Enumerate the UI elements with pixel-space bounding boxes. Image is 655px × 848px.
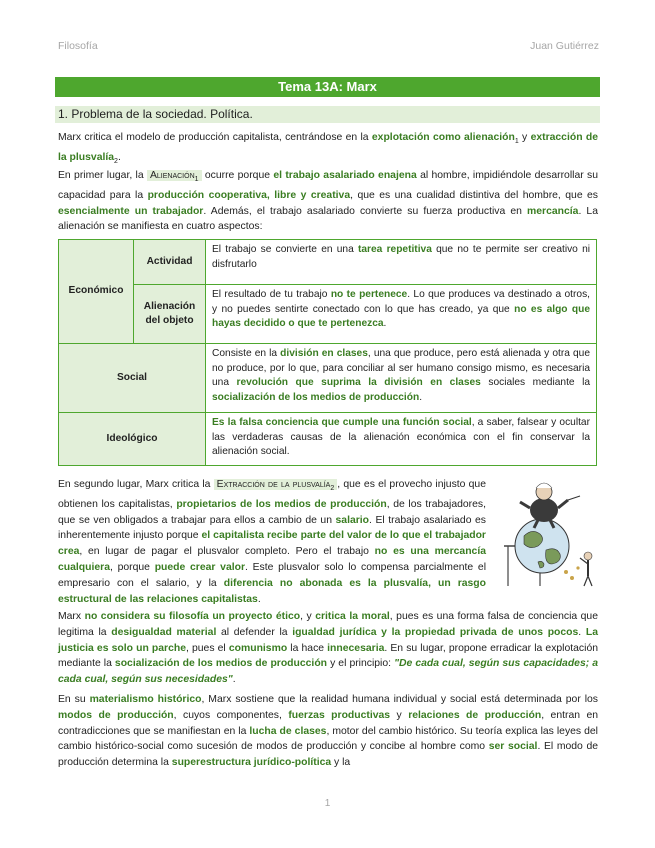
cell-objeto [206,285,597,344]
page-number: 1 [324,798,331,809]
highlight-text: propietarios de los medios de producción [176,498,387,510]
text-run: , y [300,611,316,622]
text-run: , Marx sostiene que la realidad humana individual y social está determinada por los [201,694,599,705]
highlight-text: revolución que suprima la división en clases [236,377,481,388]
text-run: El resultado de tu trabajo [212,289,331,300]
cell-social [206,344,597,413]
text-run: . La alienación se manifiesta en cuatro aspectos: [58,205,598,233]
text-run: , entran en contradicciones que se manifiestan en la [58,709,599,737]
row-label-ideologico: Ideológico [59,413,206,466]
highlight-text: división en clases [280,348,368,359]
text-run: . Además, el trabajo asalariado convierte su fuerza productiva en [203,205,528,217]
text-run: . [578,626,586,638]
capitalist-globe-illustration [494,476,602,600]
text-run: al defender la [216,626,293,638]
moral-paragraph [58,609,598,688]
highlight-text: fuerzas productivas [288,709,391,721]
highlight-text: innecesaria [327,642,385,654]
highlight-text: critica la moral [315,611,390,622]
text-run: Marx critica el modelo de producción capitalista, centrándose en la [58,132,372,143]
materialism-paragraph [58,692,598,771]
text-run: . En su lugar, propone erradicar la explotación mediante la [58,642,598,670]
highlight-text: igualdad jurídica y la propiedad privada de unos pocos [292,626,579,638]
text-run: , pues es una forma falsa de conciencia que legitima la [58,611,598,638]
text-run: . [257,593,261,605]
highlight-text: superestructura jurídico-política [171,757,332,769]
highlight-text: socialización de los medios de producción [212,391,420,403]
highlight-text: explotación como alienación [371,132,515,143]
text-run: . El trabajo asalariado es inherentemente injusto porque [58,514,486,542]
highlight-text: el trabajo asalariado enajena [273,170,417,181]
text-run: sociales mediante la [480,377,591,388]
row-label-economico: Económico [59,240,134,344]
plusvalia-paragraph [58,477,486,607]
term-tag-label: Alienación [149,170,195,181]
text-run: , porque [109,562,155,574]
text-run: . Lo que produces va destinado a otros, y no puedes sentirte conectado con lo que has creado, ya que [212,289,590,315]
highlight-text: relaciones de producción [408,709,542,721]
row-label-social: Social [59,344,206,413]
text-run: , en lugar de pagar el plusvalor completo. Pero el trabajo [79,546,375,558]
text-run: . [383,318,387,329]
highlight-text: producción cooperativa, libre y creativa [147,189,351,201]
section-heading: 1. Problema de la sociedad. Política. [55,106,600,123]
text-run: , a saber, falsear y ocultar las verdaderas causas de la alienación económica con el fin conservar la alienación social. [212,417,590,457]
highlight-text: extracción de la plusvalía [58,132,598,163]
text-run: . [232,674,236,686]
highlight-text: modos de producción [58,709,174,721]
text-run: . El modo de producción determina la [58,741,599,769]
highlight-text: materialismo histórico [89,694,202,705]
alienation-paragraph [58,168,598,235]
term-tag-alienacion [147,170,202,184]
header-author: Juan Gutiérrez [530,40,599,52]
intro-paragraph [58,130,598,170]
text-run: . Este plusvalor solo lo compensa parcialmente el empresario con el salario, y la [58,562,486,589]
text-run: , pues el [185,642,229,654]
highlight-text: no considera su filosofía un proyecto ético [84,611,301,622]
text-run: En segundo lugar, Marx critica la [58,479,214,490]
highlight-text: Es la falsa conciencia que cumple una función social [212,417,472,428]
highlight-text: La justicia es solo un parche [58,626,598,654]
footnote-mark: 1 [514,138,519,146]
text-run: y el principio: [327,658,395,670]
text-run: , que es una cualidad distintiva del hombre, que es [350,189,599,201]
text-run: , de los trabajadores, que se ven obligados a trabajar para ellos a cambio de un [58,498,486,526]
highlight-text: el capitalista recibe parte del valor de lo que el trabajador crea [58,530,486,558]
highlight-text: puede crear valor [154,562,245,574]
footnote-mark: 2 [114,157,118,165]
text-run: y [390,709,409,721]
table-row [59,285,597,344]
footnote-mark: 1 [194,176,199,184]
row-label-objeto: Alienación del objeto [134,285,206,344]
highlight-text: desigualdad material [111,626,217,638]
topic-title: Tema 13A: Marx [55,77,600,97]
text-run: , motor del cambio histórico. Su teoría explica las leyes del cambio histórico-social como sucesión de modos de producción y concibe al hombre como [58,725,598,753]
header-subject: Filosofía [58,40,98,52]
text-run: Marx [58,611,85,622]
term-tag-label: Extracción de la plusvalía [216,479,331,490]
text-run: que no te permite ser creativo ni disfrutarlo [212,244,590,270]
highlight-text: diferencia no abonada es la plusvalía, un rasgo estructural de las relaciones capitalistas [58,577,486,605]
text-run: En su [58,694,90,705]
text-run: y [518,132,531,143]
text-run: , que es el provecho injusto que obtienen los capitalistas, [58,479,486,510]
highlight-text: no es una mercancía cualquiera [58,546,487,574]
highlight-text: ser social [488,741,538,753]
highlight-text: comunismo [228,642,288,654]
row-label-actividad: Actividad [134,240,206,285]
cell-actividad [206,240,597,285]
text-run: . [117,151,121,163]
table-row [59,344,597,413]
text-run: y la [331,757,351,769]
highlight-text: esencialmente un trabajador [58,205,204,217]
text-run: El trabajo se convierte en una [212,244,358,255]
table-row [59,240,597,285]
highlight-text: no te pertenece [330,289,408,300]
highlight-text: socialización de los medios de producción [114,658,328,670]
text-run: En primer lugar, la [58,170,147,181]
highlight-text: salario [335,514,370,526]
highlight-text: mercancía [527,205,579,217]
footnote-mark: 2 [330,485,335,493]
term-tag-plusvalia [214,479,338,493]
table-row [59,413,597,466]
alienation-table [58,239,597,466]
text-run: . [419,391,423,403]
text-run: , cuyos componentes, [173,709,289,721]
text-run: al hombre, impidiéndole desarrollar su capacidad para la [58,170,598,201]
highlight-text: tarea repetitiva [357,244,432,255]
cell-ideologico [206,413,597,466]
highlight-text: lucha de clases [249,725,327,737]
quote-text: "De cada cual, según sus capacidades; a cada cual, según sus necesidades" [58,658,599,686]
text-run: la hace [287,642,328,654]
text-run: Consiste en la [212,348,281,359]
text-run: , una que produce, pero está alienada y otra que no produce, por lo que, para conciliar al ser humano consigo mismo, es necesaria una [212,348,591,388]
text-run: ocurre porque [201,170,274,181]
highlight-text: no es algo que hayas decidido o que te pertenezca [212,303,591,329]
